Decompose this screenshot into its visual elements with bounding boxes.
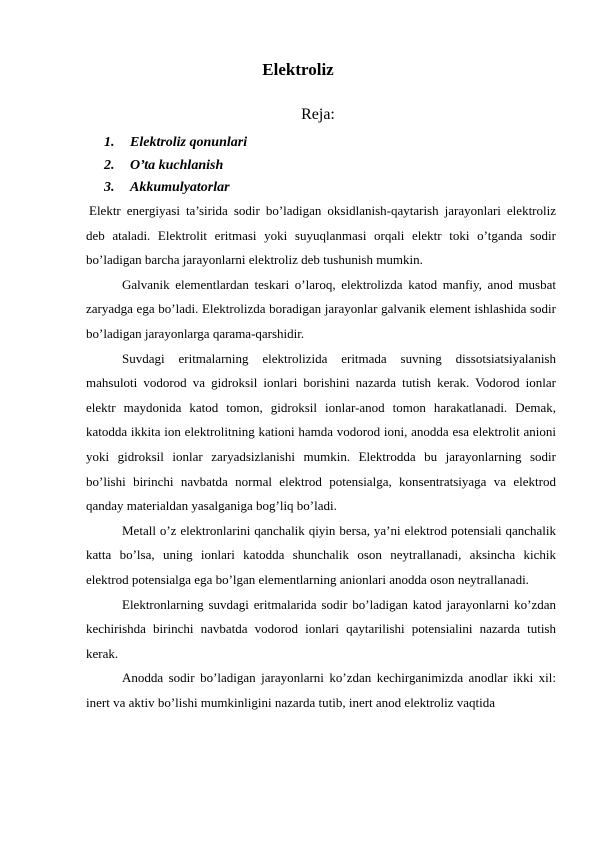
- plan-item-number: 2.: [104, 157, 115, 173]
- plan-item-number: 1.: [104, 135, 115, 150]
- plan-heading: Reja:: [301, 106, 335, 123]
- plan-item-number: 3.: [104, 180, 115, 195]
- plan-item-text: Akkumulyatorlar: [130, 180, 230, 195]
- paragraph: Metall o’z elektronlarini qanchalik qiyin bersa, ya’ni elektrod potensiali qanchalik katta bo’lsa, uning ionlari katodda shunchalik oson neytrallanadi, aksincha kichik elektrod potensialga ega bo’lgan elementlarning anionlari anodda oson neytrallanadi.: [86, 522, 556, 587]
- body-text: [86, 199, 556, 715]
- page-title: Elektroliz: [262, 60, 334, 79]
- paragraph: Galvanik elementlardan teskari o’laroq, elektrolizda katod manfiy, anod musbat zaryadga ega bo’ladi. Elektrolizda boradigan jarayonlar galvanik element ishlashida sodir bo’ladigan jarayonlarga qarama-qarshidir.: [86, 276, 556, 341]
- paragraph: Elektr energiyasi ta’sirida sodir bo’ladigan oksidlanish-qaytarish jarayonlari elektroliz deb ataladi. Elektrolit eritmasi yoki suyuqlanmasi orqali elektr toki o’tganda sodir bo’ladigan barcha jarayonlarni elektroliz deb tushunish mumkin.: [86, 203, 556, 268]
- plan-item: [104, 155, 404, 178]
- paragraph: Elektronlarning suvdagi eritmalarida sodir bo’ladigan katod jarayonlarni ko’zdan kechirishda birinchi navbatda vodorod ionlari qaytarilishi potensialini nazarda tutish kerak.: [86, 596, 556, 661]
- plan-list: [104, 132, 404, 200]
- paragraph: Suvdagi eritmalarning elektrolizida eritmada suvning dissotsiatsiyalanish mahsuloti vodorod va gidroksil ionlari borishini nazarda tutish kerak. Vodorod ionlar elektr maydonida katod tomon, gidroksil ionlar-anod tomon harakatlanadi. Demak, katodda ikkita ion elektrolitning kationi hamda vodorod ioni, anodda esa elektrolit anioni yoki gidroksil ionlar zaryadsizlanishi mumkin. Elektrodda bu jarayonlarning sodir bo’lishi birinchi navbatda normal elektrod potensialga, konsentratsiyaga va elektrod qanday materialdan yasalganiga bog’liq bo’ladi.: [86, 350, 556, 514]
- plan-item: [104, 177, 404, 200]
- plan-item: [104, 132, 404, 155]
- plan-item-text: Elektroliz qonunlari: [130, 135, 248, 150]
- paragraph: Anodda sodir bo’ladigan jarayonlarni ko’zdan kechirganimizda anodlar ikki xil: inert va aktiv bo’lishi mumkinligini nazarda tutib, inert anod elektroliz vaqtida: [86, 670, 556, 710]
- plan-item-text: O’ta kuchlanish: [130, 157, 224, 173]
